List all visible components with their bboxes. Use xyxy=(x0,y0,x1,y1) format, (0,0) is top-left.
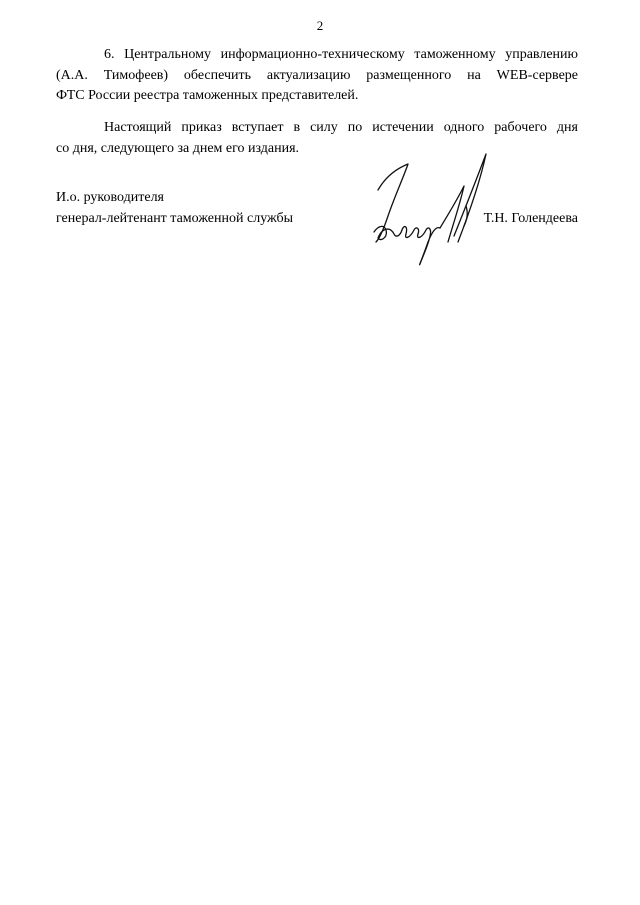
signature-block xyxy=(56,188,578,268)
paragraph-6-line-1: 6. Центральному информационно-техническому таможенному управлению xyxy=(104,47,578,62)
signatory-position xyxy=(56,188,293,229)
signatory-position-line-1: И.о. руководителя xyxy=(56,190,165,205)
paragraph-6 xyxy=(56,45,578,107)
handwritten-signature xyxy=(364,146,494,266)
signatory-position-line-2: генерал-лейтенант таможенной службы xyxy=(56,210,294,226)
paragraph-6-line-3: ФТС России реестра таможенных представителей. xyxy=(56,88,359,103)
paragraph-entry-into-force xyxy=(56,118,578,159)
signatory-name: Т.Н. Голендеева xyxy=(483,210,578,226)
paragraph-6-line-2: (А.А. Тимофеев) обеспечить актуализацию размещенного на WEB-сервере xyxy=(56,67,578,83)
page-number: 2 xyxy=(316,18,324,33)
paragraph-entry-line-2: со дня, следующего за днем его издания. xyxy=(56,140,300,156)
paragraph-entry-line-1: Настоящий приказ вступает в силу по истечении одного рабочего дня xyxy=(104,120,578,135)
